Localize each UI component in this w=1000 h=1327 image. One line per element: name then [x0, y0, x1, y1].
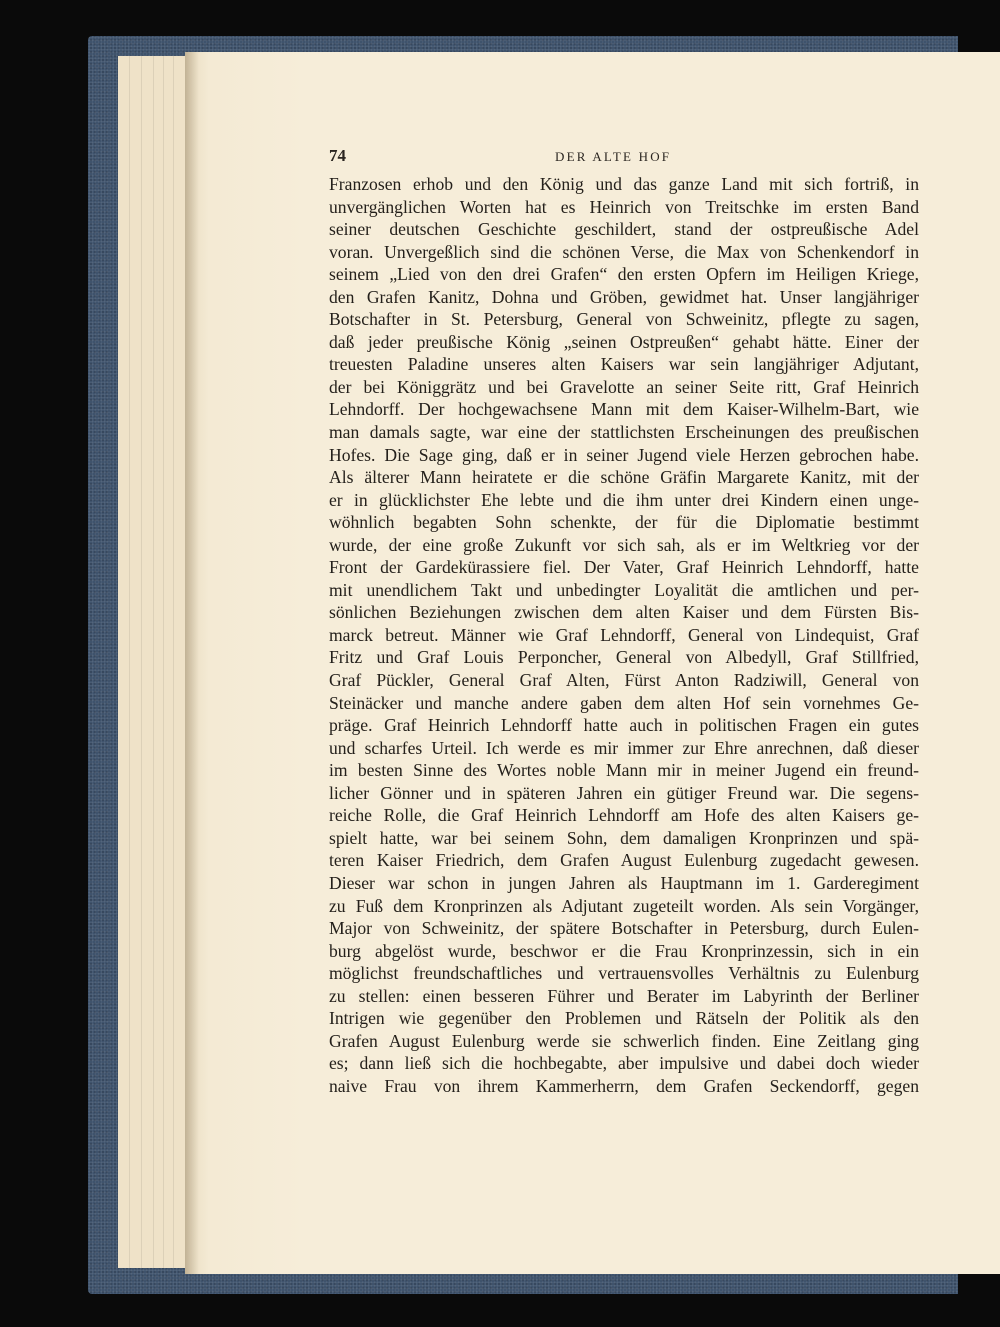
- text-line: präge. Graf Heinrich Lehndorff hatte auch in politischen Fragen ein gutes: [329, 715, 919, 736]
- text-line: burg abgelöst wurde, beschwor er die Frau Kronprinzessin, sich in ein: [329, 940, 919, 961]
- text-line: im besten Sinne des Wortes noble Mann mir in meiner Jugend ein freund-: [329, 760, 919, 781]
- text-line: Front der Gardekürassiere fiel. Der Vater, Graf Heinrich Lehndorff, hatte: [329, 557, 919, 578]
- body-text: [329, 173, 919, 1097]
- text-line: Franzosen erhob und den König und das ganze Land mit sich fortriß, in: [329, 174, 919, 194]
- text-line: spielt hatte, war bei seinem Sohn, dem damaligen Kronprinzen und spä-: [329, 827, 919, 848]
- text-line: Dieser war schon in jungen Jahren als Hauptmann im 1. Garderegiment: [329, 872, 919, 893]
- text-line: den Grafen Kanitz, Dohna und Gröben, gewidmet hat. Unser langjähriger: [329, 286, 919, 307]
- text-line: es; dann ließ sich die hochbegabte, aber impulsive und dabei doch wieder: [329, 1053, 919, 1074]
- text-line: seiner deutschen Geschichte geschildert, stand der ostpreußische Adel: [329, 219, 919, 240]
- text-line: man damals sagte, war eine der stattlichsten Erscheinungen des preußischen: [329, 422, 919, 443]
- text-line: teren Kaiser Friedrich, dem Grafen August Eulenburg zugedacht gewesen.: [329, 850, 919, 871]
- text-line: Grafen August Eulenburg werde sie schwerlich finden. Eine Zeitlang ging: [329, 1030, 919, 1051]
- page-header: [329, 146, 919, 168]
- text-line: daß jeder preußische König „seinen Ostpreußen“ gehabt hätte. Einer der: [329, 331, 919, 352]
- text-line: seinem „Lied von den drei Grafen“ den ersten Opfern im Heiligen Kriege,: [329, 264, 919, 285]
- text-line: Intrigen wie gegenüber den Problemen und Rätseln der Politik als den: [329, 1008, 919, 1029]
- text-line: mit unendlichem Takt und unbedingter Loyalität die amtlichen und per-: [329, 579, 919, 600]
- text-line: Botschafter in St. Petersburg, General von Schweinitz, pflegte zu sagen,: [329, 309, 919, 330]
- text-line: Hofes. Die Sage ging, daß er in seiner Jugend viele Herzen gebrochen habe.: [329, 444, 919, 465]
- text-line: wurde, der eine große Zukunft vor sich sah, als er im Weltkrieg vor der: [329, 534, 919, 555]
- text-line: naive Frau von ihrem Kammerherrn, dem Grafen Seckendorff, gegen: [329, 1075, 919, 1096]
- text-line: Major von Schweinitz, der spätere Botschafter in Petersburg, durch Eulen-: [329, 918, 919, 939]
- running-title: DER ALTE HOF: [555, 149, 672, 164]
- page-gutter-shadow: [185, 52, 199, 1274]
- text-line: er in glücklichster Ehe lebte und die ihm unter drei Kindern einen unge-: [329, 489, 919, 510]
- text-line: reiche Rolle, die Graf Heinrich Lehndorff am Hofe des alten Kaisers ge-: [329, 805, 919, 826]
- page-number: 74: [329, 146, 346, 165]
- text-line: Graf Pückler, General Graf Alten, Fürst Anton Radziwill, General von: [329, 670, 919, 691]
- text-line: Als älterer Mann heiratete er die schöne Gräfin Margarete Kanitz, mit der: [329, 467, 919, 488]
- text-line: und scharfes Urteil. Ich werde es mir immer zur Ehre anrechnen, daß dieser: [329, 737, 919, 758]
- text-line: Steinäcker und manche andere gaben dem alten Hof sein vornehmes Ge-: [329, 692, 919, 713]
- text-line: Fritz und Graf Louis Perponcher, General von Albedyll, Graf Stillfried,: [329, 647, 919, 668]
- text-line: licher Gönner und in späteren Jahren ein gütiger Freund war. Die segens-: [329, 782, 919, 803]
- text-line: sönlichen Beziehungen zwischen dem alten Kaiser und dem Fürsten Bis-: [329, 602, 919, 623]
- text-line: wöhnlich begabten Sohn schenkte, der für die Diplomatie bestimmt: [329, 512, 919, 533]
- text-line: Lehndorff. Der hochgewachsene Mann mit dem Kaiser-Wilhelm-Bart, wie: [329, 399, 919, 420]
- text-line: möglichst freundschaftliches und vertrauensvolles Verhältnis zu Eulenburg: [329, 963, 919, 984]
- text-line: der bei Königgrätz und bei Gravelotte an seiner Seite ritt, Graf Heinrich: [329, 376, 919, 397]
- text-line: treuesten Paladine unseres alten Kaisers war sein langjähriger Adjutant,: [329, 354, 919, 375]
- text-line: voran. Unvergeßlich sind die schönen Verse, die Max von Schenkendorf in: [329, 241, 919, 262]
- text-line: unvergänglichen Worten hat es Heinrich von Treitschke im ersten Band: [329, 196, 919, 217]
- text-line: marck betreut. Männer wie Graf Lehndorff, General von Lindequist, Graf: [329, 624, 919, 645]
- text-line: zu stellen: einen besseren Führer und Berater im Labyrinth der Berliner: [329, 985, 919, 1006]
- text-line: zu Fuß dem Kronprinzen als Adjutant zugeteilt worden. Als sein Vorgänger,: [329, 895, 919, 916]
